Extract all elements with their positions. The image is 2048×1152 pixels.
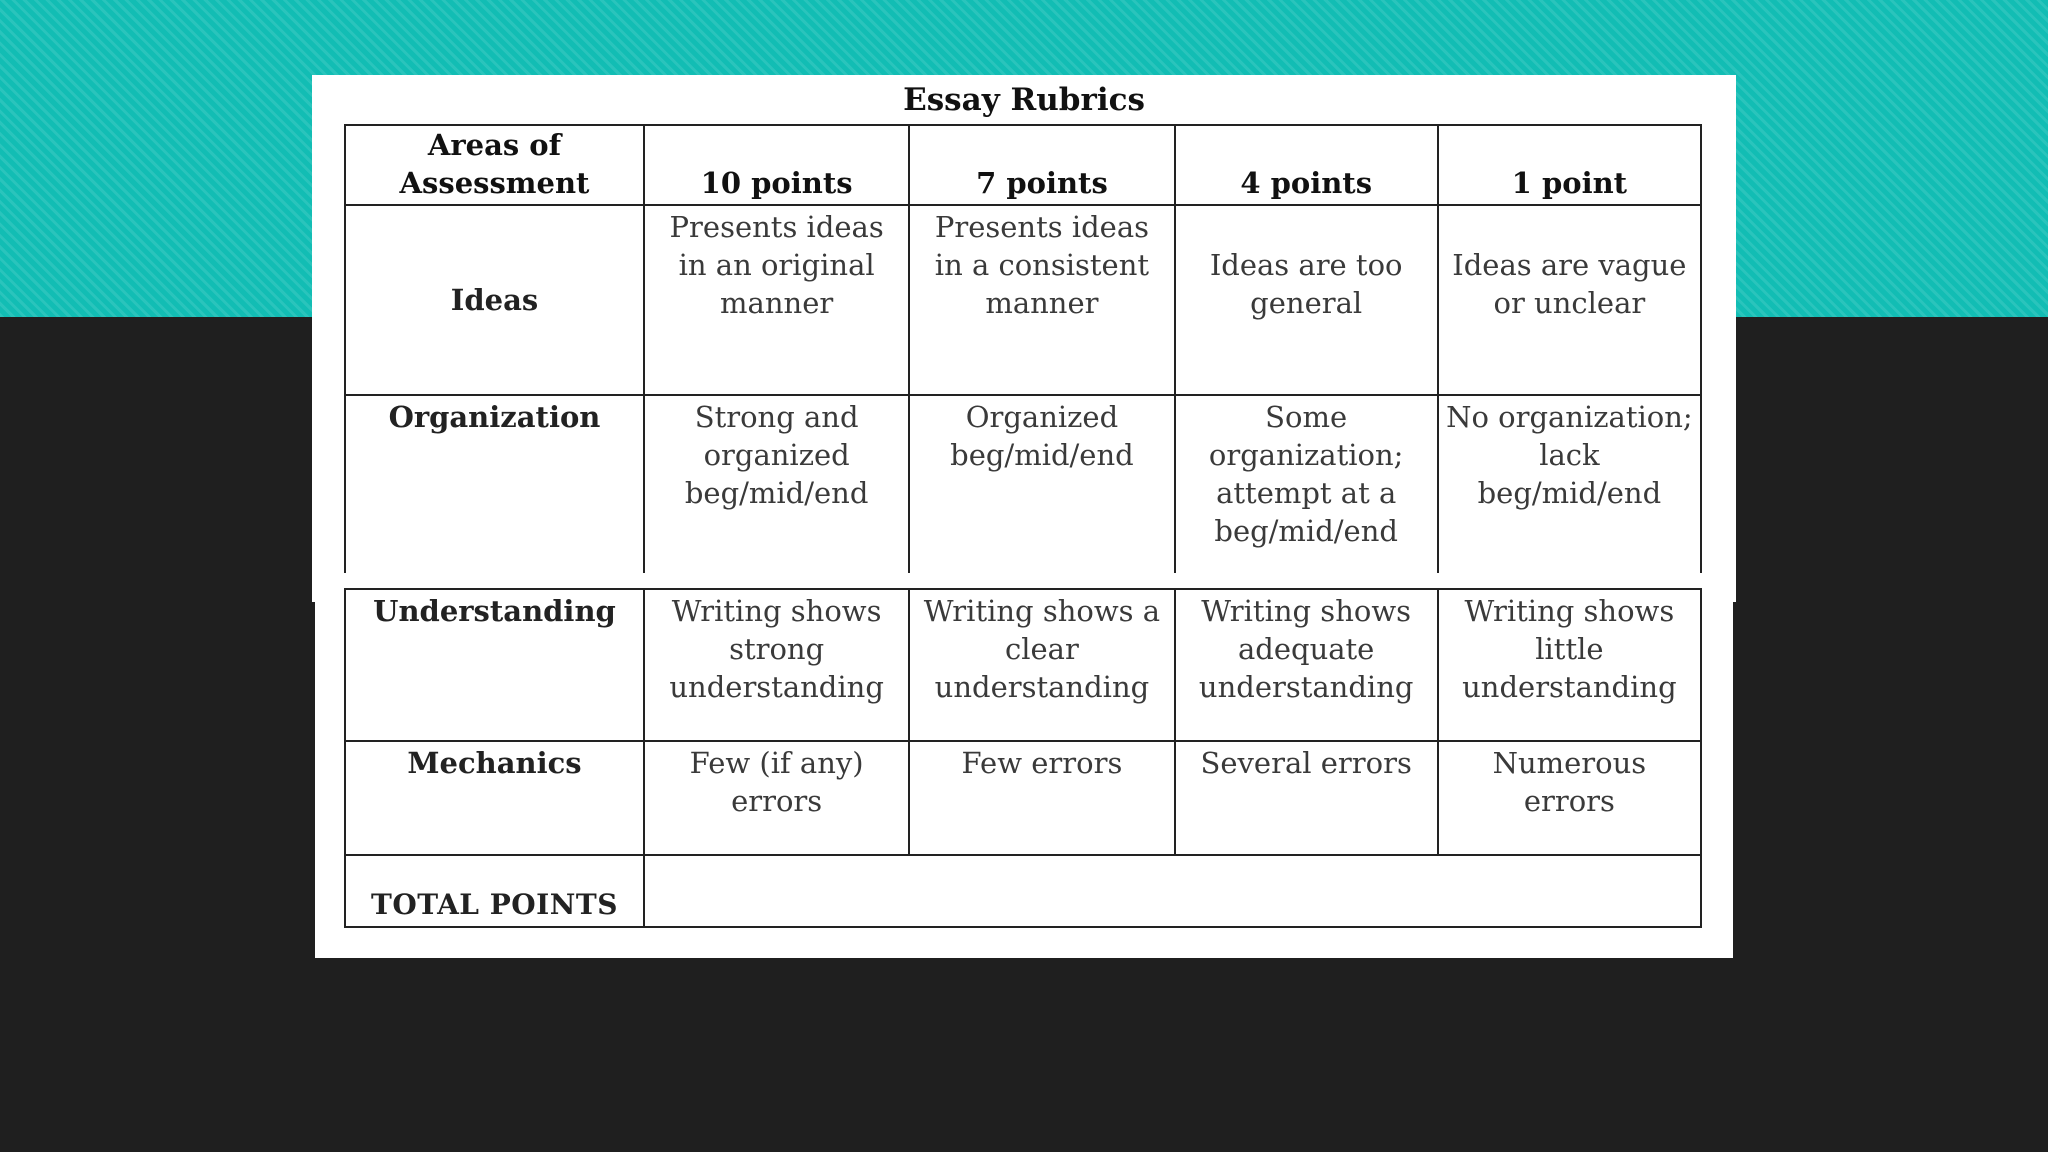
rubric-table-bottom	[344, 588, 1702, 928]
header-4-points: 4 points	[1175, 125, 1438, 205]
cell-mechanics-1: Numerous errors	[1438, 741, 1701, 855]
cell-organization-10: Strong and organized beg/mid/end	[644, 395, 909, 573]
cell-mechanics-7: Few errors	[909, 741, 1174, 855]
row-label-mechanics: Mechanics	[345, 741, 644, 855]
total-points-field[interactable]	[644, 855, 1701, 927]
cell-understanding-4: Writing shows adequate understanding	[1175, 589, 1438, 741]
header-7-points: 7 points	[909, 125, 1174, 205]
row-label-understanding: Understanding	[345, 589, 644, 741]
row-label-organization: Organization	[345, 395, 644, 573]
rubric-table-top	[344, 124, 1702, 573]
cell-ideas-7: Presents ideas in a consistent manner	[909, 205, 1174, 395]
header-10-points: 10 points	[644, 125, 909, 205]
cell-understanding-10: Writing shows strong understanding	[644, 589, 909, 741]
cell-ideas-1: Ideas are vague or unclear	[1438, 205, 1701, 395]
cell-organization-7: Organized beg/mid/end	[909, 395, 1174, 573]
cell-organization-1: No organization; lack beg/mid/end	[1438, 395, 1701, 573]
header-areas-of-assessment: Areas of Assessment	[345, 125, 644, 205]
cell-ideas-4: Ideas are too general	[1175, 205, 1438, 395]
header-row	[345, 125, 1701, 205]
table-row	[345, 589, 1701, 741]
row-label-ideas: Ideas	[345, 205, 644, 395]
table-row	[345, 741, 1701, 855]
cell-organization-4: Some organization; attempt at a beg/mid/end	[1175, 395, 1438, 573]
cell-mechanics-10: Few (if any) errors	[644, 741, 909, 855]
total-row	[345, 855, 1701, 927]
header-1-point: 1 point	[1438, 125, 1701, 205]
cell-mechanics-4: Several errors	[1175, 741, 1438, 855]
total-points-label: TOTAL POINTS	[345, 855, 644, 927]
table-row	[345, 205, 1701, 395]
cell-ideas-10: Presents ideas in an original manner	[644, 205, 909, 395]
table-row	[345, 395, 1701, 573]
rubric-title: Essay Rubrics	[903, 82, 1145, 118]
cell-understanding-1: Writing shows little understanding	[1438, 589, 1701, 741]
cell-understanding-7: Writing shows a clear understanding	[909, 589, 1174, 741]
